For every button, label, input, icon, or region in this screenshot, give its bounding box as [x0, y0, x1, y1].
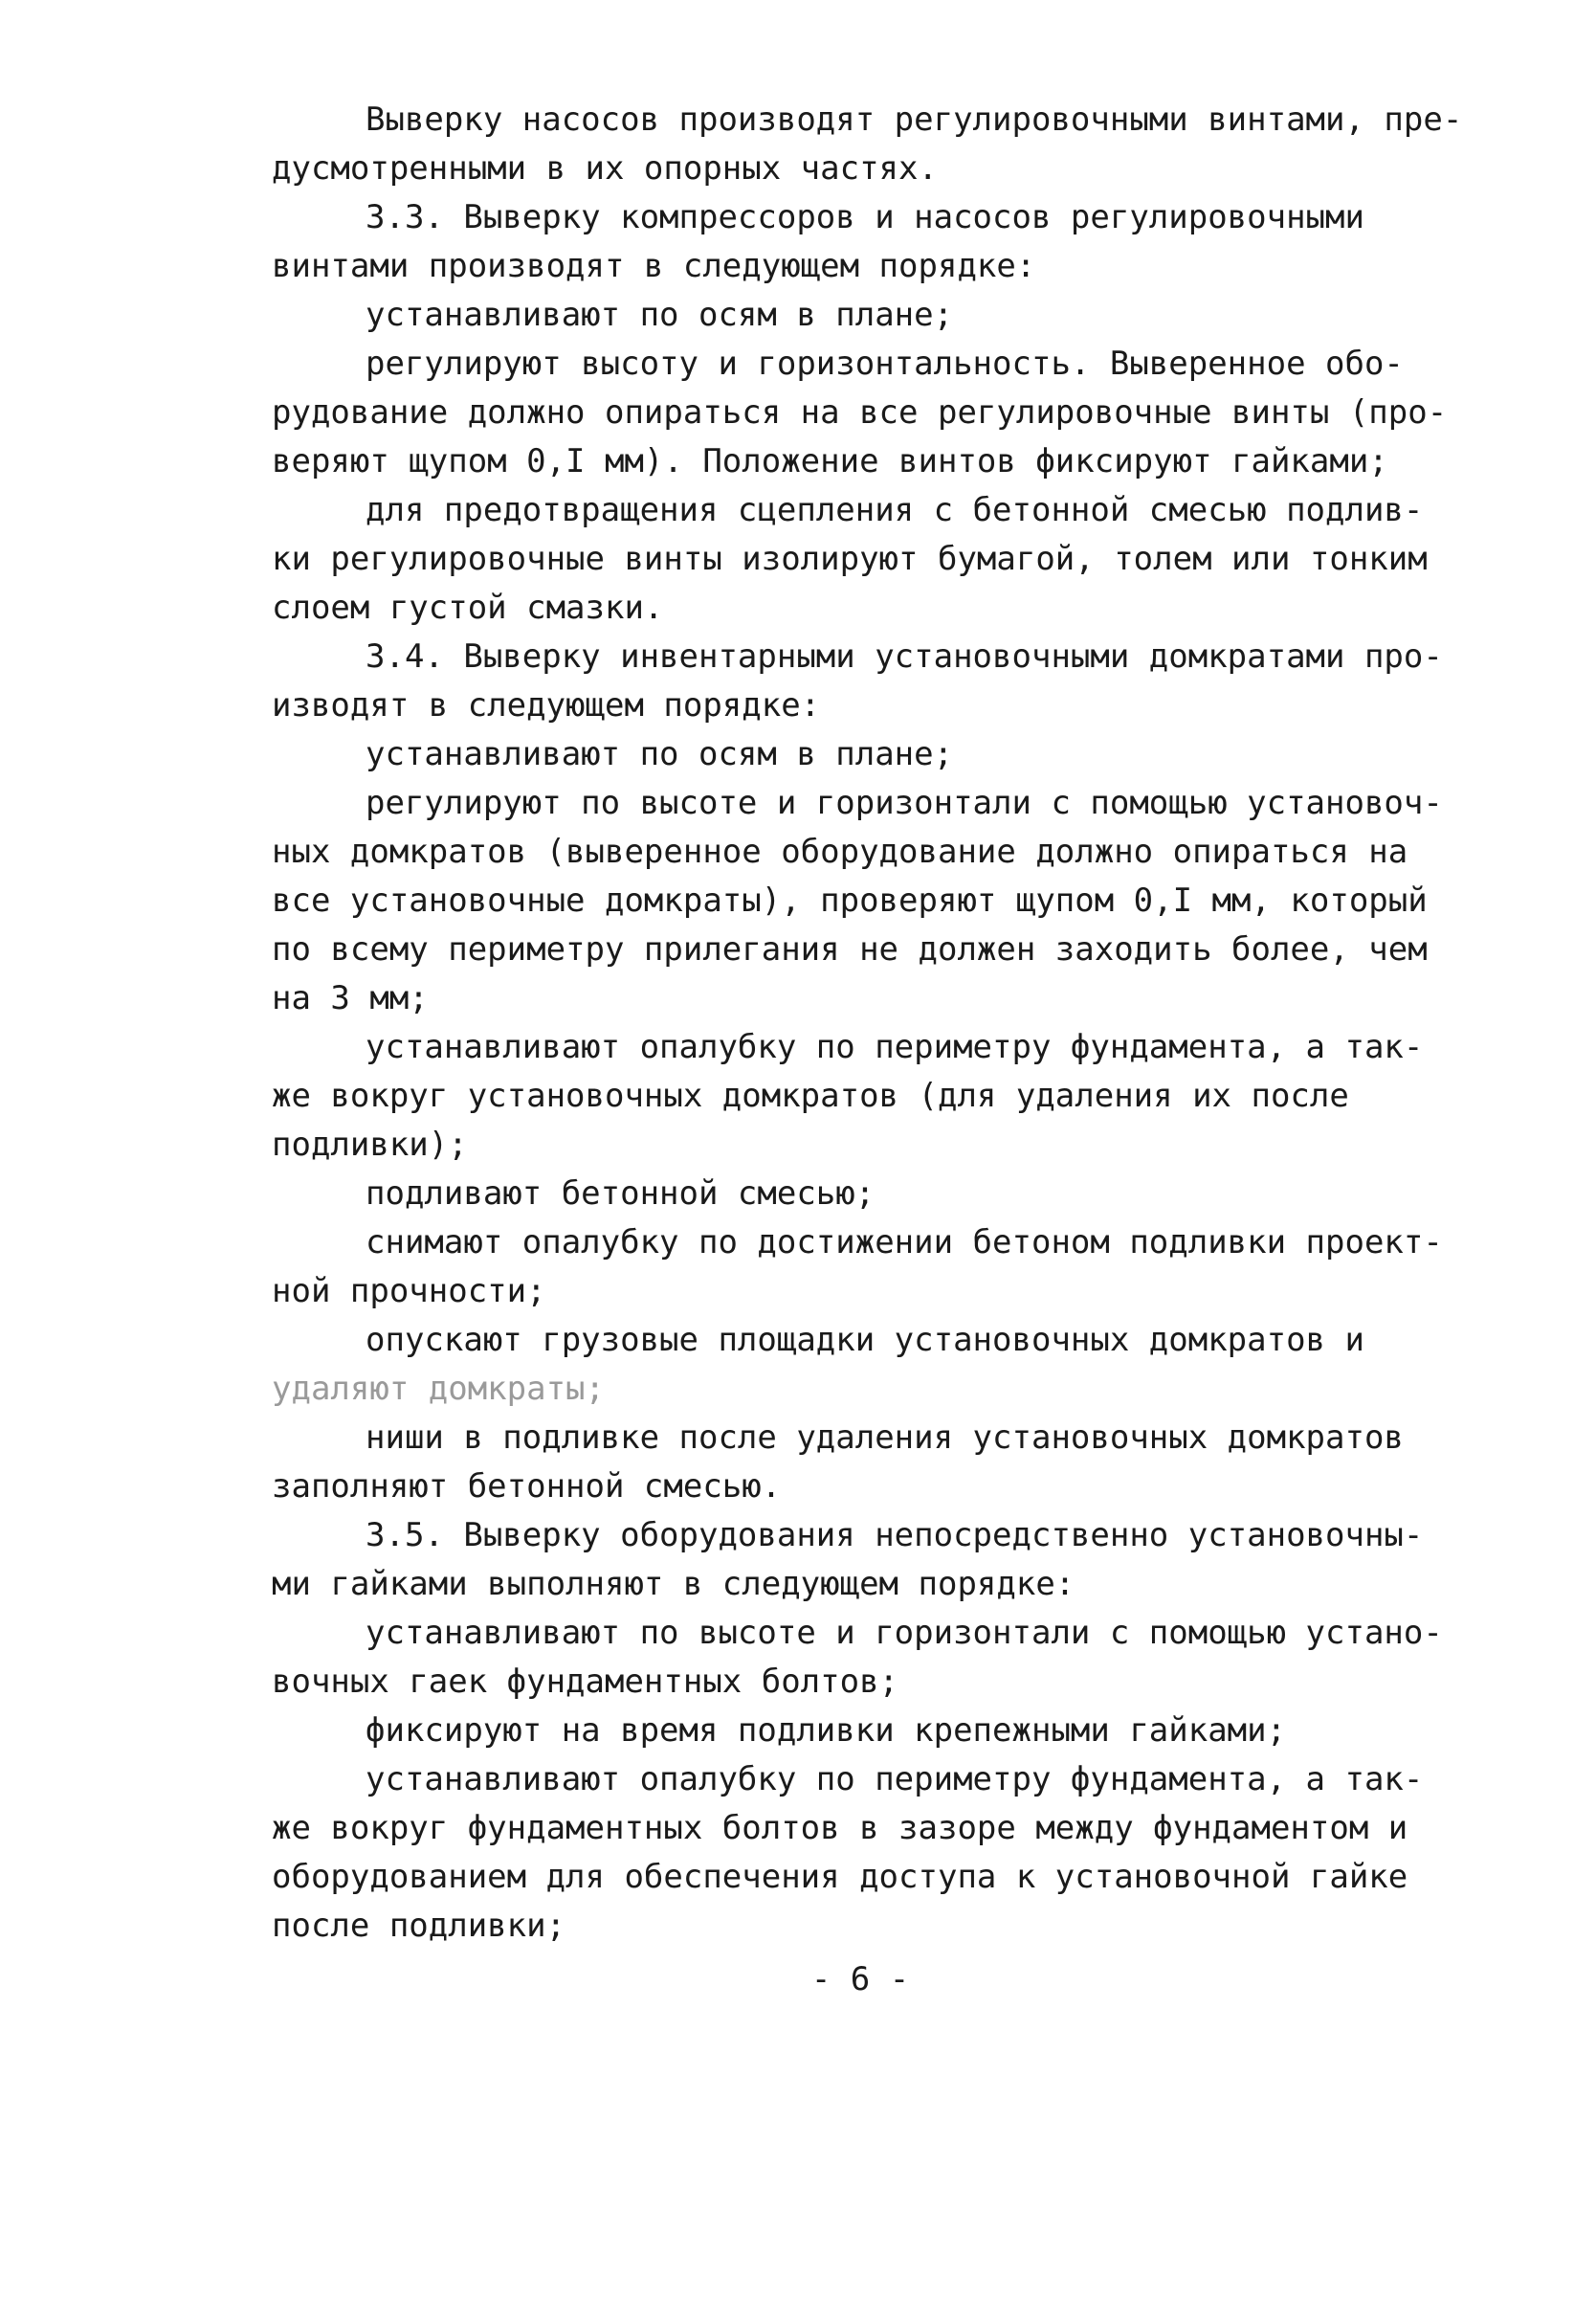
text-line: ниши в подливке после удаления установочных домкратов	[366, 1418, 1404, 1457]
text-line: ми гайками выполняют в следующем порядке:	[272, 1565, 1075, 1603]
text-line: ной прочности;	[272, 1272, 546, 1310]
text-line: оборудованием для обеспечения доступа к установочной гайке	[272, 1858, 1408, 1896]
text-line: снимают опалубку по достижении бетоном подливки проект-	[366, 1223, 1443, 1261]
text-line: фиксируют на время подливки крепежными гайками;	[366, 1711, 1287, 1750]
text-line: после подливки;	[272, 1907, 566, 1945]
page-number: - 6 -	[810, 1960, 910, 1998]
text-line: Выверку насосов производят регулировочными винтами, пре-	[366, 100, 1463, 139]
text-line: же вокруг установочных домкратов (для удаления их после	[272, 1077, 1349, 1115]
text-line: устанавливают опалубку по периметру фундамента, а так-	[366, 1028, 1424, 1066]
text-line: подливки);	[272, 1126, 468, 1164]
text-line: все установочные домкраты), проверяют щупом 0,I мм, который	[272, 882, 1428, 920]
text-line: винтами производят в следующем порядке:	[272, 247, 1036, 285]
text-line: заполняют бетонной смесью.	[272, 1467, 782, 1506]
text-line: устанавливают по осям в плане;	[366, 296, 954, 334]
text-line: устанавливают опалубку по периметру фундамента, а так-	[366, 1760, 1424, 1798]
text-line: опускают грузовые площадки установочных домкратов и	[366, 1321, 1364, 1359]
text-line: веряют щупом 0,I мм). Положение винтов фиксируют гайками;	[272, 442, 1388, 480]
text-line: 3.3. Выверку компрессоров и насосов регулировочными	[366, 198, 1364, 236]
text-line: изводят в следующем порядке:	[272, 686, 821, 725]
text-line: удаляют домкраты;	[272, 1370, 605, 1408]
text-line: вочных гаек фундаментных болтов;	[272, 1663, 899, 1701]
text-line: подливают бетонной смесью;	[366, 1174, 876, 1213]
text-line: 3.5. Выверку оборудования непосредственно установочны-	[366, 1516, 1424, 1554]
body-text	[272, 96, 1496, 1951]
text-line: ных домкратов (выверенное оборудование должно опираться на	[272, 833, 1408, 871]
text-line: же вокруг фундаментных болтов в зазоре между фундаментом и	[272, 1809, 1408, 1847]
text-line: на 3 мм;	[272, 979, 429, 1017]
text-line: устанавливают по осям в плане;	[366, 735, 954, 773]
text-line: 3.4. Выверку инвентарными установочными домкратами про-	[366, 637, 1443, 676]
text-line: рудование должно опираться на все регулировочные винты (про-	[272, 393, 1448, 432]
text-line: дусмотренными в их опорных частях.	[272, 149, 938, 188]
text-line: устанавливают по высоте и горизонтали с помощью устано-	[366, 1614, 1443, 1652]
text-line: регулируют по высоте и горизонтали с помощью установоч-	[366, 784, 1443, 822]
text-line: для предотвращения сцепления с бетонной смесью подлив-	[366, 491, 1424, 529]
text-line: слоем густой смазки.	[272, 589, 664, 627]
text-line: по всему периметру прилегания не должен заходить более, чем	[272, 930, 1428, 969]
text-line: ки регулировочные винты изолируют бумагой, толем или тонким	[272, 540, 1428, 578]
text-line: регулируют высоту и горизонтальность. Выверенное обо-	[366, 345, 1404, 383]
